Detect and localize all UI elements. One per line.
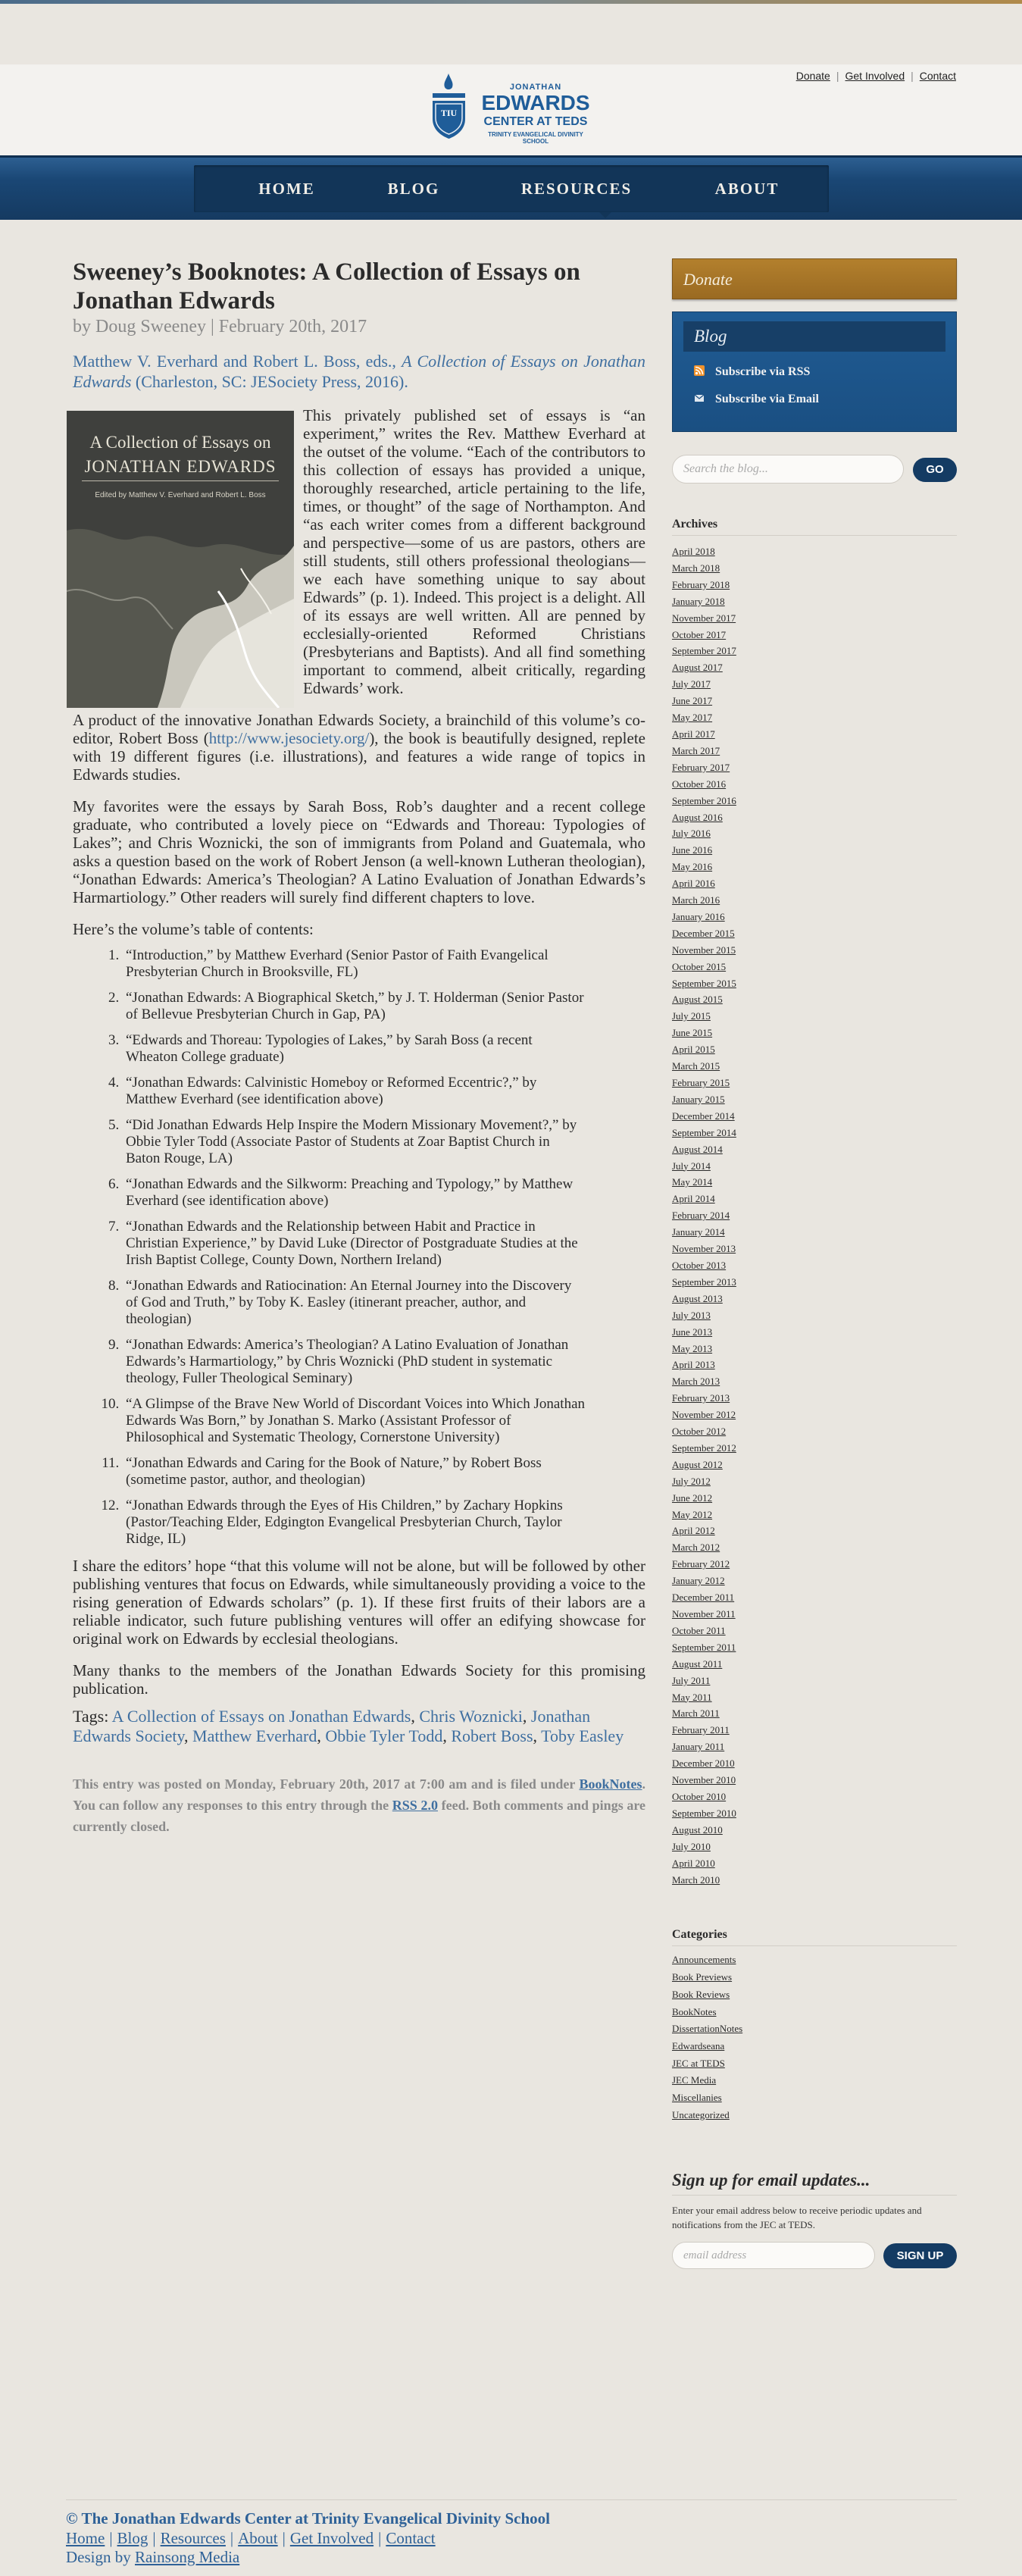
archive-link[interactable]: January 2015: [672, 1093, 725, 1105]
post-meta-c: feed. Both comments and pings are currently closed.: [73, 1798, 645, 1834]
rss-icon: [694, 365, 705, 376]
archive-link[interactable]: May 2012: [672, 1508, 713, 1520]
toc-item: 4. “Jonathan Edwards: Calvinistic Homeboy or Reformed Eccentric?,” by Matthew Everhard (see identification above): [123, 1075, 585, 1108]
archive-link[interactable]: September 2010: [672, 1807, 736, 1819]
paragraph-5: Many thanks to the members of the Jonathan Edwards Society for this promising publication.: [73, 1661, 645, 1698]
category-link[interactable]: Miscellanies: [672, 2092, 722, 2104]
archive-link[interactable]: May 2014: [672, 1176, 713, 1188]
archive-link[interactable]: March 2013: [672, 1376, 720, 1388]
archive-link[interactable]: November 2013: [672, 1243, 736, 1255]
logo-line-1: JONATHAN: [509, 83, 562, 92]
paragraph-4: I share the editors’ hope “that this volume will not be alone, but will be followed by other publishing ventures that focus on Edwards, while simultaneously providing a voice to the rising generation of Edwards scholars” (p. 1). If these first fruits of their labors are a reliable indicator, such future publishing ventures will offer an edifying showcase for original work on Edwards by ecclesial theologians.: [73, 1557, 645, 1648]
subscribe-email-link[interactable]: [683, 393, 945, 406]
archive-link[interactable]: May 2017: [672, 712, 713, 724]
archive-link[interactable]: July 2015: [672, 1010, 711, 1022]
rss-feed-link[interactable]: RSS 2.0: [392, 1798, 438, 1813]
separator: |: [836, 70, 839, 82]
archive-link[interactable]: February 2017: [672, 761, 730, 773]
archive-link[interactable]: July 2011: [672, 1674, 711, 1686]
category-link[interactable]: Uncategorized: [672, 2108, 730, 2121]
archive-link[interactable]: August 2016: [672, 811, 723, 823]
footer-get-involved-link[interactable]: Get Involved: [289, 2529, 374, 2547]
email-field[interactable]: email address: [672, 2242, 875, 2269]
design-credit-link[interactable]: Rainsong Media: [135, 2548, 240, 2566]
archive-link[interactable]: April 2015: [672, 1044, 715, 1056]
footer-design-credit: [66, 2548, 957, 2567]
archive-link[interactable]: September 2014: [672, 1126, 736, 1138]
email-icon: [694, 393, 705, 403]
tag-link[interactable]: Matthew Everhard: [192, 1726, 317, 1745]
archive-link[interactable]: August 2012: [672, 1458, 723, 1470]
blog-box-heading: Blog: [683, 321, 945, 352]
category-link[interactable]: Announcements: [672, 1954, 736, 1966]
toc-item: 5. “Did Jonathan Edwards Help Inspire the Modern Missionary Movement?,” by Obbie Tyler Todd (Associate Pastor of Students at Zoar Baptist Church in Baton Rouge, LA): [123, 1117, 585, 1167]
archive-link[interactable]: October 2011: [672, 1624, 726, 1636]
archive-link[interactable]: April 2013: [672, 1359, 715, 1371]
tag-link[interactable]: Robert Boss: [451, 1726, 533, 1745]
archive-link[interactable]: January 2016: [672, 910, 725, 922]
archive-link[interactable]: January 2018: [672, 595, 725, 607]
tag-link[interactable]: Chris Woznicki: [419, 1707, 523, 1726]
get-involved-link[interactable]: Get Involved: [845, 70, 905, 82]
toc-item: 1. “Introduction,” by Matthew Everhard (Senior Pastor of Faith Evangelical Presbyterian Church in Brooksville, FL): [123, 947, 585, 981]
category-link[interactable]: JEC at TEDS: [672, 2057, 725, 2069]
archive-link[interactable]: May 2016: [672, 861, 713, 873]
paragraph-2-a: A product of the innovative Jonathan Edwards Society, a brainchild of this volume’s co-editor, Robert Boss (: [73, 711, 645, 747]
post-meta-a: This entry was posted on Monday, February 20th, 2017 at 7:00 am and is filed under: [73, 1776, 580, 1792]
archive-link[interactable]: November 2015: [672, 944, 736, 956]
category-link[interactable]: BookNotes: [672, 2005, 717, 2017]
archive-link[interactable]: May 2013: [672, 1342, 713, 1354]
archive-link[interactable]: January 2014: [672, 1226, 725, 1238]
site-logo[interactable]: [428, 70, 595, 146]
sidebar: [672, 258, 957, 2271]
archive-link[interactable]: June 2016: [672, 844, 713, 856]
paragraph-2: [73, 711, 645, 784]
citation-authors: Matthew V. Everhard and Robert L. Boss, eds.,: [73, 352, 402, 371]
post-tags: Tags: A Collection of Essays on Jonathan Edwards, Chris Woznicki, Jonathan Edwards Society, Matthew Everhard, Obbie Tyler Todd, Robert Boss, Toby Easley: [73, 1707, 624, 1745]
cover-illustration: [67, 500, 294, 708]
logo-line-4: TRINITY EVANGELICAL DIVINITY SCHOOL: [488, 131, 583, 145]
archive-link[interactable]: April 2014: [672, 1193, 715, 1205]
blog-subscribe-box: [672, 311, 957, 432]
archive-link[interactable]: December 2011: [672, 1592, 735, 1604]
footer: [66, 2499, 957, 2567]
archive-link[interactable]: November 2011: [672, 1608, 736, 1620]
shield-icon: [428, 70, 470, 142]
post-meta: [73, 1773, 645, 1837]
archive-link[interactable]: October 2017: [672, 628, 727, 640]
book-citation: [73, 351, 645, 392]
archive-link[interactable]: April 2012: [672, 1525, 715, 1537]
toc-item: 3. “Edwards and Thoreau: Typologies of Lakes,” by Sarah Boss (a recent Wheaton College graduate): [123, 1032, 585, 1066]
archive-link[interactable]: April 2018: [672, 546, 715, 557]
archive-link[interactable]: August 2015: [672, 994, 723, 1006]
archive-link[interactable]: March 2010: [672, 1873, 720, 1886]
archive-link[interactable]: July 2016: [672, 828, 711, 840]
archive-link[interactable]: August 2011: [672, 1657, 723, 1670]
logo-line-2: EDWARDS: [481, 91, 590, 114]
footer-copyright: © The Jonathan Edwards Center at Trinity Evangelical Divinity School: [66, 2509, 550, 2527]
archive-link[interactable]: December 2015: [672, 927, 735, 939]
search-input[interactable]: Search the blog...: [672, 455, 904, 484]
separator: |: [282, 2529, 286, 2547]
book-cover-image: [67, 411, 294, 708]
tag-link[interactable]: Jonathan Edwards Society: [73, 1707, 591, 1745]
archive-link[interactable]: September 2011: [672, 1641, 736, 1653]
archive-link[interactable]: July 2010: [672, 1840, 711, 1852]
toc-intro: Here’s the volume’s table of contents:: [73, 920, 314, 938]
table-of-contents: [123, 947, 585, 1548]
archive-link[interactable]: September 2015: [672, 977, 736, 989]
archive-link[interactable]: April 2010: [672, 1857, 715, 1869]
email-signup-form: [672, 2242, 957, 2271]
toc-item: 2. “Jonathan Edwards: A Biographical Sketch,” by J. T. Holderman (Senior Pastor of Bellevue Presbyterian Church in Gap, PA): [123, 990, 585, 1023]
category-link[interactable]: JEC Media: [672, 2074, 717, 2086]
archive-link[interactable]: June 2015: [672, 1027, 713, 1039]
archive-link[interactable]: February 2012: [672, 1558, 730, 1570]
toc-item: 9. “Jonathan Edwards: America’s Theologian? A Latino Evaluation of Jonathan Edwards’s Harmartiology,” by Chris Woznicki (PhD student in systematic theology, Fuller Theological Seminary): [123, 1337, 585, 1387]
cover-title-line-1: A Collection of Essays on: [89, 433, 271, 452]
toc-item: 12. “Jonathan Edwards through the Eyes of His Children,” by Zachary Hopkins (Pastor/Teaching Elder, Edgington Evangelical Presbyterian Church, Taylor Ridge, IL): [123, 1498, 585, 1548]
post-title: Sweeney’s Booknotes: A Collection of Essays on Jonathan Edwards: [73, 258, 580, 315]
separator: |: [230, 2529, 234, 2547]
citation-title: A Collection of Essays on Jonathan Edwards: [73, 352, 645, 391]
nav-resources[interactable]: RESOURCES: [520, 180, 633, 198]
tag-link[interactable]: Toby Easley: [541, 1726, 624, 1745]
archive-link[interactable]: August 2010: [672, 1823, 723, 1836]
archive-link[interactable]: June 2017: [672, 695, 713, 707]
archive-link[interactable]: March 2016: [672, 894, 720, 906]
subscribe-rss-link[interactable]: [683, 365, 945, 379]
donate-link[interactable]: Donate: [795, 70, 830, 82]
archive-link[interactable]: September 2016: [672, 794, 736, 806]
tag-link[interactable]: Obbie Tyler Todd: [325, 1726, 443, 1745]
main-nav: [194, 165, 829, 212]
donate-button[interactable]: Donate: [672, 258, 957, 299]
contact-link[interactable]: Contact: [919, 70, 956, 82]
archive-link[interactable]: October 2013: [672, 1259, 727, 1271]
footer-contact-link[interactable]: Contact: [386, 2529, 436, 2547]
archive-link[interactable]: March 2018: [672, 562, 720, 574]
archive-link[interactable]: October 2010: [672, 1790, 727, 1802]
archive-link[interactable]: February 2018: [672, 578, 730, 590]
archive-link[interactable]: July 2013: [672, 1309, 711, 1321]
tag-link[interactable]: A Collection of Essays on Jonathan Edwards: [111, 1707, 411, 1726]
blog-search: [672, 455, 957, 485]
toc-item: 11. “Jonathan Edwards and Caring for the Book of Nature,” by Robert Boss (sometime pastor, author, and theologian): [123, 1455, 585, 1488]
paragraph-3: My favorites were the essays by Sarah Boss, Rob’s daughter and a recent college graduate, who contributed a lovely piece on “Edwards and Thoreau: Typologies of Lakes”; and Chris Woznicki, the son of immigrants from Poland and Guatemala, who asks a question based on the work of Robert Jenson (a well-known Lutheran theologian), “Jonathan Edwards: America’s Theologian? A Latino Evaluation of Jonathan Edwards’s Harmartiology.” Other readers will surely find different chapters to love.: [73, 797, 645, 906]
categories-heading: Categories: [672, 1928, 957, 1946]
design-prefix: Design by: [66, 2548, 135, 2566]
citation-publisher: (Charleston, SC: JESociety Press, 2016).: [131, 372, 408, 391]
category-link[interactable]: Edwardseana: [672, 2039, 725, 2052]
cover-rule: [82, 480, 279, 481]
archive-link[interactable]: November 2017: [672, 612, 736, 624]
post-byline: by Doug Sweeney | February 20th, 2017: [73, 317, 367, 336]
category-link[interactable]: DissertationNotes: [672, 2023, 743, 2035]
archive-link[interactable]: August 2017: [672, 662, 723, 674]
archive-link[interactable]: November 2012: [672, 1409, 736, 1421]
archives-list: [672, 543, 957, 1888]
categories-list: [672, 1952, 957, 2124]
archives-heading: Archives: [672, 518, 957, 536]
nav-home[interactable]: HOME: [258, 180, 315, 198]
footer-links: [66, 2529, 957, 2548]
footer-about-link[interactable]: About: [238, 2529, 278, 2547]
categories-section: [672, 1928, 957, 2124]
archive-link[interactable]: July 2014: [672, 1160, 711, 1172]
archive-link[interactable]: June 2013: [672, 1326, 713, 1338]
nav-blog[interactable]: BLOG: [387, 180, 440, 198]
category-link[interactable]: Book Previews: [672, 1971, 733, 1983]
archive-link[interactable]: March 2015: [672, 1060, 720, 1072]
svg-text:TIU: TIU: [440, 108, 458, 118]
toc-item: 10. “A Glimpse of the Brave New World of Discordant Voices into Which Jonathan Edwards Was Born,” by Jonathan S. Marko (Assistant Professor of Philosophical and Systematic Theology, Cornerstone University): [123, 1396, 585, 1446]
subscribe-email-label: Subscribe via Email: [715, 393, 819, 405]
toc-item: 8. “Jonathan Edwards and Ratiocination: An Eternal Journey into the Discovery of God and Truth,” by Toby K. Easley (itinerant preacher, author, and theologian): [123, 1278, 585, 1328]
archive-link[interactable]: November 2010: [672, 1774, 736, 1786]
archive-link[interactable]: October 2012: [672, 1426, 727, 1438]
archive-link[interactable]: September 2013: [672, 1275, 736, 1288]
archives-section: [672, 518, 957, 1888]
separator: |: [109, 2529, 113, 2547]
category-link[interactable]: BookNotes: [579, 1776, 642, 1792]
archive-link[interactable]: October 2015: [672, 960, 727, 972]
archive-link[interactable]: August 2014: [672, 1143, 723, 1155]
active-nav-indicator: [599, 212, 611, 218]
archive-link[interactable]: February 2011: [672, 1724, 730, 1736]
footer-resources-link[interactable]: Resources: [160, 2529, 226, 2547]
paragraph-1-wrap: [73, 406, 645, 697]
utility-links: [796, 70, 956, 82]
cover-title-line-2: JONATHAN EDWARDS: [84, 457, 277, 476]
separator: |: [152, 2529, 156, 2547]
archive-link[interactable]: September 2017: [672, 645, 736, 657]
archive-link[interactable]: March 2011: [672, 1707, 720, 1720]
post-meta-b: . You can follow any responses to this entry through the: [73, 1776, 645, 1813]
archive-link[interactable]: December 2010: [672, 1758, 735, 1770]
archive-link[interactable]: April 2016: [672, 878, 715, 890]
subscribe-rss-label: Subscribe via RSS: [715, 365, 811, 378]
sign-up-button[interactable]: SIGN UP: [883, 2243, 957, 2268]
archive-link[interactable]: January 2011: [672, 1741, 725, 1753]
main-nav-bar: [0, 155, 1022, 220]
archive-link[interactable]: June 2012: [672, 1491, 713, 1504]
archive-link[interactable]: January 2012: [672, 1575, 725, 1587]
archive-link[interactable]: March 2017: [672, 744, 720, 756]
toc-item: 7. “Jonathan Edwards and the Relationship between Habit and Practice in Christian Experience,” by David Luke (Director of Postgraduate Studies at the Irish Baptist College, County Down, Northern Ireland): [123, 1219, 585, 1269]
footer-blog-link[interactable]: Blog: [117, 2529, 148, 2547]
separator: |: [378, 2529, 382, 2547]
email-signup-heading: Sign up for email updates...: [672, 2171, 957, 2196]
post-content: [73, 258, 645, 1837]
footer-home-link[interactable]: Home: [66, 2529, 105, 2547]
archive-link[interactable]: February 2014: [672, 1210, 730, 1222]
tags-label: Tags:: [73, 1707, 112, 1726]
archive-link[interactable]: September 2012: [672, 1441, 736, 1454]
separator: |: [911, 70, 914, 82]
nav-about[interactable]: ABOUT: [714, 180, 780, 198]
archive-link[interactable]: August 2013: [672, 1292, 723, 1304]
email-signup-description: Enter your email address below to receive periodic updates and notifications from the JEC at TEDS.: [672, 2205, 922, 2231]
archive-link[interactable]: March 2012: [672, 1542, 720, 1554]
archive-link[interactable]: December 2014: [672, 1110, 735, 1122]
archive-link[interactable]: February 2013: [672, 1392, 730, 1404]
toc-item: 6. “Jonathan Edwards and the Silkworm: Preaching and Typology,” by Matthew Everhard (see identification above): [123, 1176, 585, 1210]
paragraph-2-b: ), the book is beautifully designed, replete with 19 different figures (i.e. illustrations), and features a wide range of topics in Edwards studies.: [73, 729, 645, 784]
archive-link[interactable]: July 2012: [672, 1475, 711, 1487]
archive-link[interactable]: April 2017: [672, 728, 715, 740]
archive-link[interactable]: October 2016: [672, 778, 727, 790]
archive-link[interactable]: July 2017: [672, 678, 711, 690]
paragraph-1: This privately published set of essays is “an experiment,” writes the Rev. Matthew Everhard at the outset of the volume. “Each of the contributors to this collection of essays has provided a unique, thoroughly researched, article pertaining to the life, times, or thought” of the sage of Northampton. And “as each writer comes from a different background and perspective—some of us are pastors, others are still students, still others professional theologians—we each have something unique to say about Edwards” (p. 1). Indeed. This project is a delight. All of its essays are well written. All are penned by ecclesially-oriented Reformed Christians (Presbyterians and Baptists). And all find something important to commend, albeit critically, regarding Edwards’ work.: [303, 406, 645, 697]
category-link[interactable]: Book Reviews: [672, 1988, 730, 2000]
archive-link[interactable]: May 2011: [672, 1691, 712, 1703]
cover-editors: Edited by Matthew V. Everhard and Robert L. Boss: [95, 491, 266, 499]
logo-line-3: CENTER AT TEDS: [483, 115, 588, 128]
archive-link[interactable]: February 2015: [672, 1077, 730, 1088]
search-go-button[interactable]: GO: [913, 458, 957, 482]
jesociety-link[interactable]: http://www.jesociety.org/: [208, 729, 370, 747]
